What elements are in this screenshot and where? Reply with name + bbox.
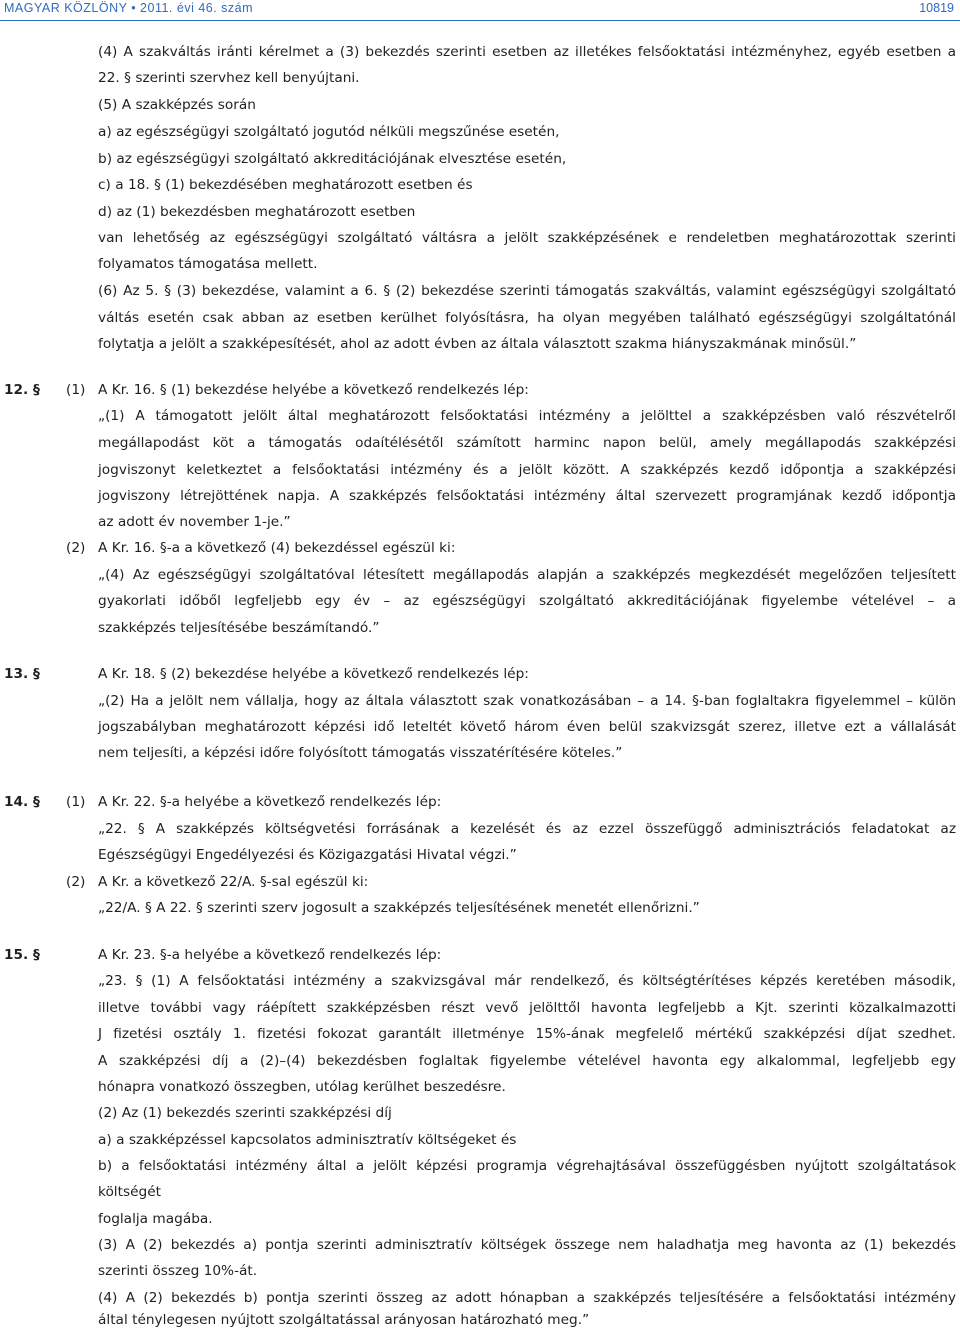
text-line: 22. § szerinti szervhez kell benyújtani. [98, 70, 360, 86]
text-line: hónapra vonatkozó összegben, utólag kerülhet beszedésre. [98, 1079, 506, 1095]
subsection-number: (1) [66, 382, 86, 398]
text-line: (6) Az 5. § (3) bekezdése, valamint a 6. § (2) bekezdése szerinti támogatás szakváltás, valamint egészségügyi szolgáltató [98, 283, 956, 299]
subsection-number: (2) [66, 540, 86, 556]
text-line: által ténylegesen nyújtott szolgáltatással arányosan határozható meg.” [98, 1312, 590, 1328]
text-line: (5) A szakképzés során [98, 97, 256, 113]
amendment-intro: A Kr. 16. § (1) bekezdése helyébe a következő rendelkezés lép: [98, 382, 529, 398]
amendment-intro: A Kr. a következő 22/A. §-sal egészül ki: [98, 874, 369, 890]
amendment-intro: A Kr. 18. § (2) bekezdése helyébe a következő rendelkezés lép: [98, 666, 529, 682]
page-header [0, 0, 960, 22]
text-line: megállapodást köt a támogatás odaítélésétől számított harminc napon belül, amely megállapodás szakképzési [98, 435, 956, 451]
text-line: J fizetési osztály 1. fizetési fokozat garantált illetménye 15%-ának megfelelő mértékű szakképzési díjat szedhet. [98, 1026, 956, 1042]
text-line: folytatja a jelölt a szakképesítését, ahol az adott évben az általa választott szakma hiányszakmának minősül.” [98, 336, 857, 352]
text-line: c) a 18. § (1) bekezdésében meghatározott esetben és [98, 177, 473, 193]
text-line: „23. § (1) A felsőoktatási intézmény a szakvizsgával már rendelkező, és költségtérítéses képzés keretében második, [98, 973, 956, 989]
section-number: 15. § [4, 947, 40, 963]
text-line: (2) Az (1) bekezdés szerinti szakképzési díj [98, 1105, 392, 1121]
text-line: az adott év november 1-je.” [98, 514, 291, 530]
text-line: jogviszonyt keletkeztet a felsőoktatási intézmény és a jelölt között. A szakképzés kezdő időpontja a szakképzési [98, 462, 956, 478]
text-line: „(2) Ha a jelölt nem vállalja, hogy az általa választott szak vonatkozásában – a 14. §-ban foglaltakra figyelemmel – külön [98, 693, 956, 709]
text-line: van lehetőség az egészségügyi szolgáltató váltásra a jelölt szakképzésének e rendeletben meghatározottak szerinti [98, 230, 956, 246]
text-line: váltás esetén csak abban az esetben kerülhet folyósításra, ha olyan megyében található egészségügyi szolgáltatónál [98, 310, 956, 326]
text-line: gyakorlati időből legfeljebb egy év – az egészségügyi szolgáltató akkreditációjának figyelembe vételével – a [98, 593, 956, 609]
text-line: Egészségügyi Engedélyezési és Közigazgatási Hivatal végzi.” [98, 847, 517, 863]
text-line: jogszabályban meghatározott képzési idő leteltét követő három éven belül szakvizsgát szerez, illetve ezt a vállalását [98, 719, 956, 735]
text-line: a) a szakképzéssel kapcsolatos adminisztratív költségeket és [98, 1132, 517, 1148]
amendment-intro: A Kr. 16. §-a a következő (4) bekezdéssel egészül ki: [98, 540, 456, 556]
text-line: (3) A (2) bekezdés a) pontja szerinti adminisztratív költségek összege nem haladhatja meg havonta az (1) bekezdés [98, 1237, 956, 1253]
text-line: „22. § A szakképzés költségvetési forrásának a kezelését és az ezzel összefüggő adminisztrációs feladatokat az [98, 821, 956, 837]
header-divider [0, 20, 960, 21]
text-line: foglalja magába. [98, 1211, 213, 1227]
section-number: 12. § [4, 382, 40, 398]
page-number: 10819 [919, 1, 954, 15]
journal-title: MAGYAR KÖZLÖNY • 2011. évi 46. szám [4, 1, 254, 15]
subsection-number: (2) [66, 874, 86, 890]
text-line: jogviszony létrejöttének napja. A szakképzés felsőoktatási intézmény által szervezett programjának kezdő időpontja [98, 488, 956, 504]
section-number: 13. § [4, 666, 40, 682]
text-line: b) az egészségügyi szolgáltató akkreditációjának elvesztése esetén, [98, 151, 567, 167]
subsection-number: (1) [66, 794, 86, 810]
text-line: illetve további vagy ráépített szakképzésben részt vevő jelölttől havonta legfeljebb a Kjt. szerinti közalkalmazotti [98, 1000, 956, 1016]
text-line: b) a felsőoktatási intézmény által a jelölt képzési programja végrehajtásával összefüggésben nyújtott szolgáltatások [98, 1158, 956, 1174]
amendment-intro: A Kr. 23. §-a helyébe a következő rendelkezés lép: [98, 947, 442, 963]
amendment-intro: A Kr. 22. §-a helyébe a következő rendelkezés lép: [98, 794, 442, 810]
text-line: szakképzés teljesítésébe beszámítandó.” [98, 620, 380, 636]
text-line: szerinti összeg 10%-át. [98, 1263, 258, 1279]
text-line: „(4) Az egészségügyi szolgáltatóval létesített megállapodás alapján a szakképzés megkezdését megelőzően teljesített [98, 567, 956, 583]
text-line: (4) A szakváltás iránti kérelmet a (3) bekezdés szerinti esetben az illetékes felsőoktatási intézményhez, egyéb esetben a [98, 44, 956, 60]
text-line: d) az (1) bekezdésben meghatározott esetben [98, 204, 416, 220]
text-line: költségét [98, 1184, 162, 1200]
text-line: A szakképzési díj a (2)–(4) bekezdésben foglaltak figyelembe vételével havonta egy alkalommal, legfeljebb egy [98, 1053, 956, 1069]
text-line: nem teljesíti, a képzési időre folyósított támogatás visszatérítésére köteles.” [98, 745, 623, 761]
section-number: 14. § [4, 794, 40, 810]
text-line: a) az egészségügyi szolgáltató jogutód nélküli megszűnése esetén, [98, 124, 560, 140]
text-line: „22/A. § A 22. § szerinti szerv jogosult a szakképzés teljesítésének menetét ellenőrizni.” [98, 900, 700, 916]
text-line: (4) A (2) bekezdés b) pontja szerinti összeg az adott hónapban a szakképzés teljesítésére a felsőoktatási intézmény [98, 1290, 956, 1306]
text-line: „(1) A támogatott jelölt által meghatározott felsőoktatási intézmény a jelölttel a szakképzésben való részvételről [98, 408, 956, 424]
text-line: folyamatos támogatása mellett. [98, 256, 318, 272]
